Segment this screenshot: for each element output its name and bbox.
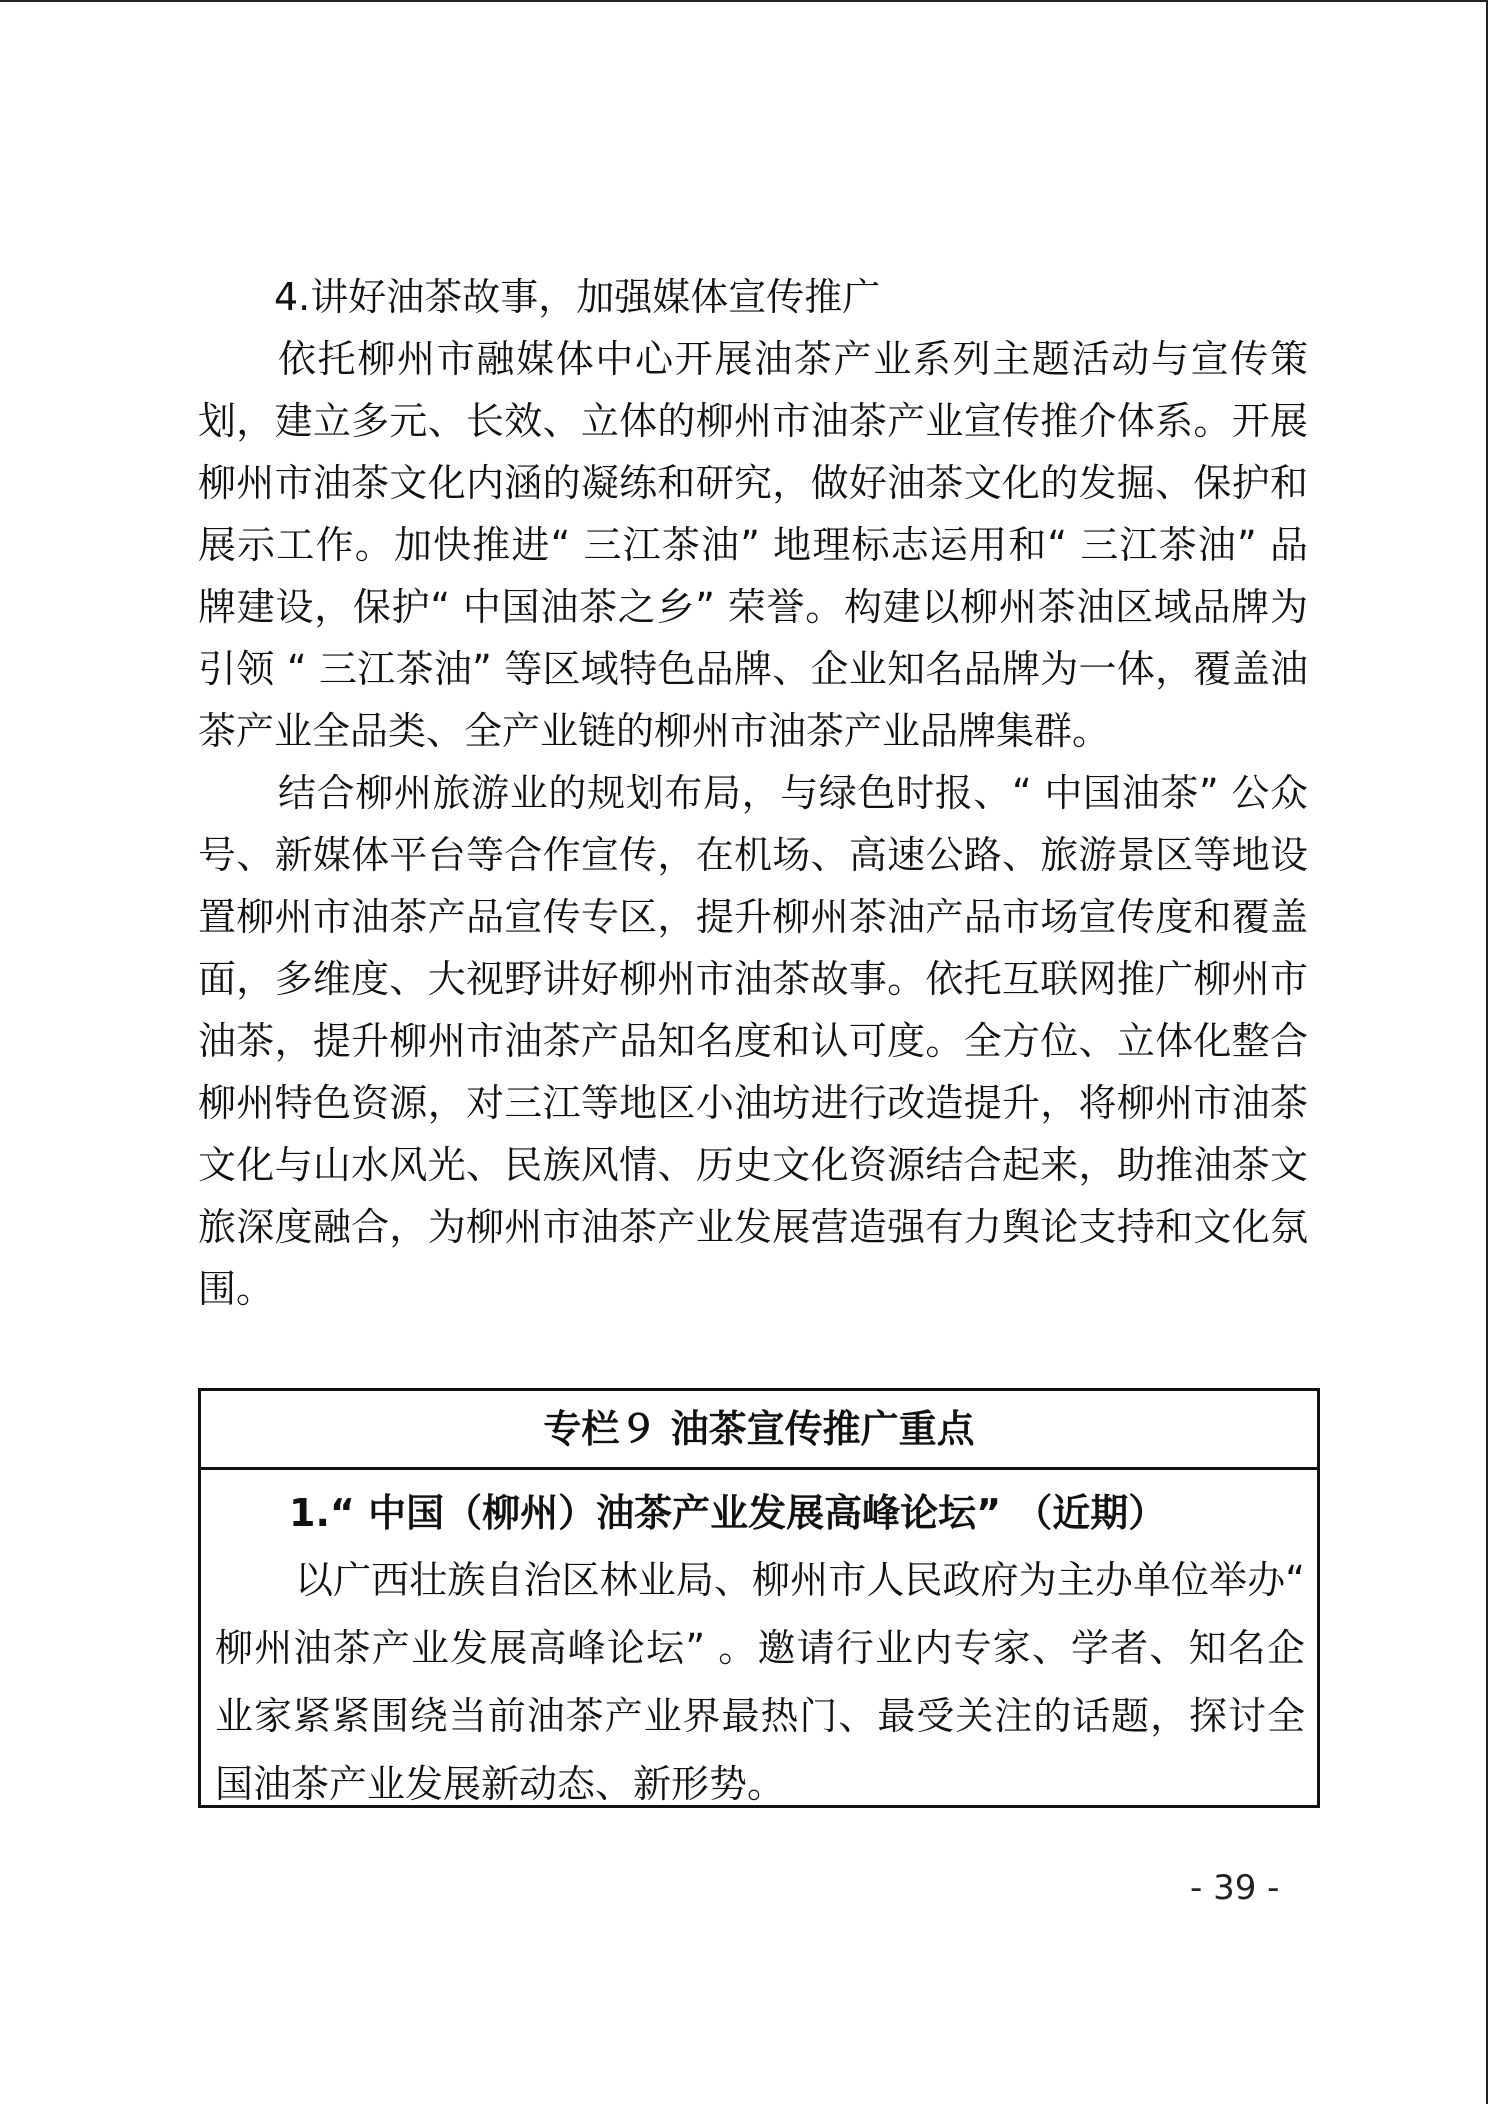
main-content (198, 266, 1308, 1320)
paragraph-2: 结合柳州旅游业的规划布局，与绿色时报、“ 中国油茶” 公众号、新媒体平台等合作宣传，在机场、高速公路、旅游景区等地设置柳州市油茶产品宣传专区，提升柳州茶油产品市场宣传度和覆盖面，多维度、大视野讲好柳州市油茶故事。依托互联网推广柳州市油茶，提升柳州市油茶产品知名度和认可度。全方位、立体化整合柳州特色资源，对三江等地区小油坊进行改造提升，将柳州市油茶文化与山水风光、民族风情、历史文化资源结合起来，助推油茶文旅深度融合，为柳州市油茶产业发展营造强有力舆论支持和文化氛围。 (198, 771, 1308, 1311)
box-title: 专栏９ 油茶宣传推广重点 (201, 1391, 1317, 1470)
box-subtitle: 1.“ 中国（柳州）油茶产业发展高峰论坛” （近期） (289, 1491, 1167, 1535)
paragraph-1: 依托柳州市融媒体中心开展油茶产业系列主题活动与宣传策划，建立多元、长效、立体的柳州市油茶产业宣传推介体系。开展柳州市油茶文化内涵的凝练和研究，做好油茶文化的发掘、保护和展示工作。加快推进“ 三江茶油” 地理标志运用和“ 三江茶油” 品牌建设，保护“ 中国油茶之乡” 荣誉。构建以柳州茶油区域品牌为引领 “ 三江茶油” 等区域特色品牌、企业知名品牌为一体，覆盖油茶产业全品类、全产业链的柳州市油茶产业品牌集群。 (198, 337, 1308, 753)
section-heading: 4.讲好油茶故事，加强媒体宣传推广 (274, 275, 881, 319)
box-body (201, 1470, 1317, 1818)
column-box (198, 1388, 1320, 1808)
box-text: 以广西壮族自治区林业局、柳州市人民政府为主办单位举办“ 柳州油茶产业发展高峰论坛” 。邀请行业内专家、学者、知名企业家紧紧围绕当前油茶产业界最热门、最受关注的话题，探讨全国油茶产业发展新动态、新形势。 (215, 1558, 1305, 1806)
page-number: - 39 - (1190, 1868, 1280, 1908)
